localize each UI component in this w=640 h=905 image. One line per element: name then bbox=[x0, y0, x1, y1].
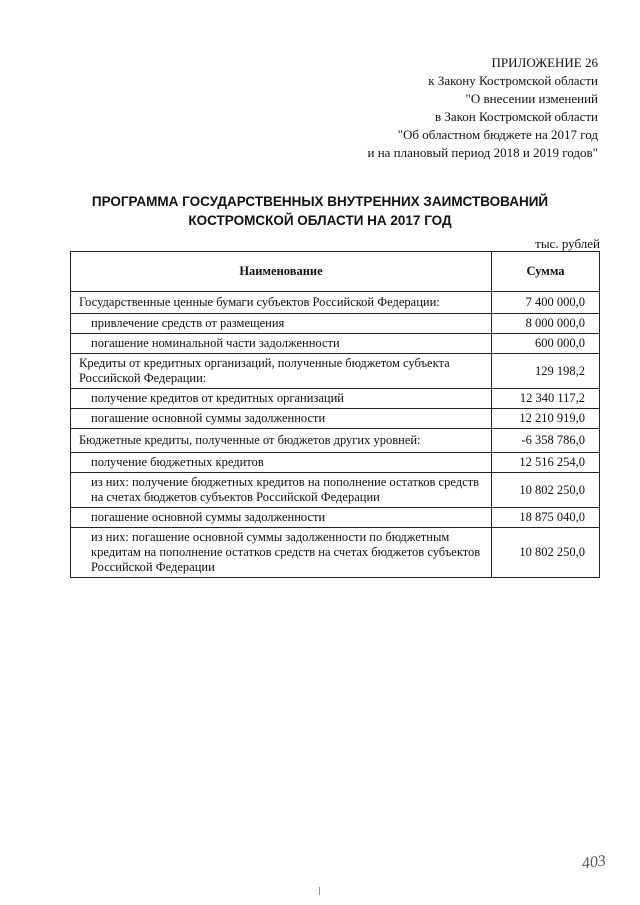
row-sum: 7 400 000,0 bbox=[492, 292, 600, 314]
column-header-name: Наименование bbox=[71, 252, 492, 292]
row-name: погашение номинальной части задолженности bbox=[71, 334, 492, 354]
row-name: привлечение средств от размещения bbox=[71, 314, 492, 334]
table-row bbox=[71, 292, 600, 314]
row-sum: 10 802 250,0 bbox=[492, 473, 600, 508]
row-name: получение кредитов от кредитных организаций bbox=[71, 389, 492, 409]
row-name: Кредиты от кредитных организаций, полученные бюджетом субъекта Российской Федерации: bbox=[71, 354, 492, 389]
table-row bbox=[71, 473, 600, 508]
title-line-1: ПРОГРАММА ГОСУДАРСТВЕННЫХ ВНУТРЕННИХ ЗАИМСТВОВАНИЙ bbox=[91, 194, 549, 209]
row-sum: 8 000 000,0 bbox=[492, 314, 600, 334]
header-line: и на плановый период 2018 и 2019 годов" bbox=[367, 145, 598, 160]
column-header-sum: Сумма bbox=[492, 252, 600, 292]
table-row bbox=[71, 389, 600, 409]
header-line: "О внесении изменений bbox=[465, 91, 598, 106]
table-row bbox=[71, 508, 600, 528]
row-sum: -6 358 786,0 bbox=[492, 429, 600, 453]
table-header-row bbox=[71, 252, 600, 292]
row-sum: 12 516 254,0 bbox=[492, 453, 600, 473]
units-label: тыс. рублей bbox=[535, 236, 600, 251]
row-name: из них: получение бюджетных кредитов на пополнение остатков средств на счетах бюджетов субъектов Российской Федерации bbox=[71, 473, 492, 508]
row-name: погашение основной суммы задолженности bbox=[71, 508, 492, 528]
row-name: получение бюджетных кредитов bbox=[71, 453, 492, 473]
header-line: в Закон Костромской области bbox=[434, 109, 598, 124]
page-edge-mark bbox=[319, 887, 320, 895]
row-name: погашение основной суммы задолженности bbox=[71, 409, 492, 429]
table-row bbox=[71, 429, 600, 453]
row-name: Государственные ценные бумаги субъектов Российской Федерации: bbox=[71, 292, 492, 314]
table-row bbox=[71, 334, 600, 354]
table-row bbox=[71, 528, 600, 578]
header-line: к Закону Костромской области bbox=[428, 73, 598, 88]
row-sum: 18 875 040,0 bbox=[492, 508, 600, 528]
row-name: из них: погашение основной суммы задолженности по бюджетным кредитам на пополнение остатков средств на счетах бюджетов субъектов Российской Федерации bbox=[71, 528, 492, 578]
row-sum: 12 340 117,2 bbox=[492, 389, 600, 409]
table-row bbox=[71, 354, 600, 389]
row-name: Бюджетные кредиты, полученные от бюджетов других уровней: bbox=[71, 429, 492, 453]
header-line: "Об областном бюджете на 2017 год bbox=[397, 127, 598, 142]
title-line-2: КОСТРОМСКОЙ ОБЛАСТИ НА 2017 ГОД bbox=[188, 213, 452, 228]
table-row bbox=[71, 314, 600, 334]
handwritten-page-number: 403 bbox=[580, 852, 607, 873]
table-row bbox=[71, 409, 600, 429]
row-sum: 12 210 919,0 bbox=[492, 409, 600, 429]
borrowing-program-table bbox=[70, 251, 600, 578]
appendix-header bbox=[258, 54, 598, 162]
row-sum: 600 000,0 bbox=[492, 334, 600, 354]
document-title bbox=[60, 192, 580, 230]
row-sum: 10 802 250,0 bbox=[492, 528, 600, 578]
header-line: ПРИЛОЖЕНИЕ 26 bbox=[491, 55, 598, 70]
table-row bbox=[71, 453, 600, 473]
row-sum: 129 198,2 bbox=[492, 354, 600, 389]
